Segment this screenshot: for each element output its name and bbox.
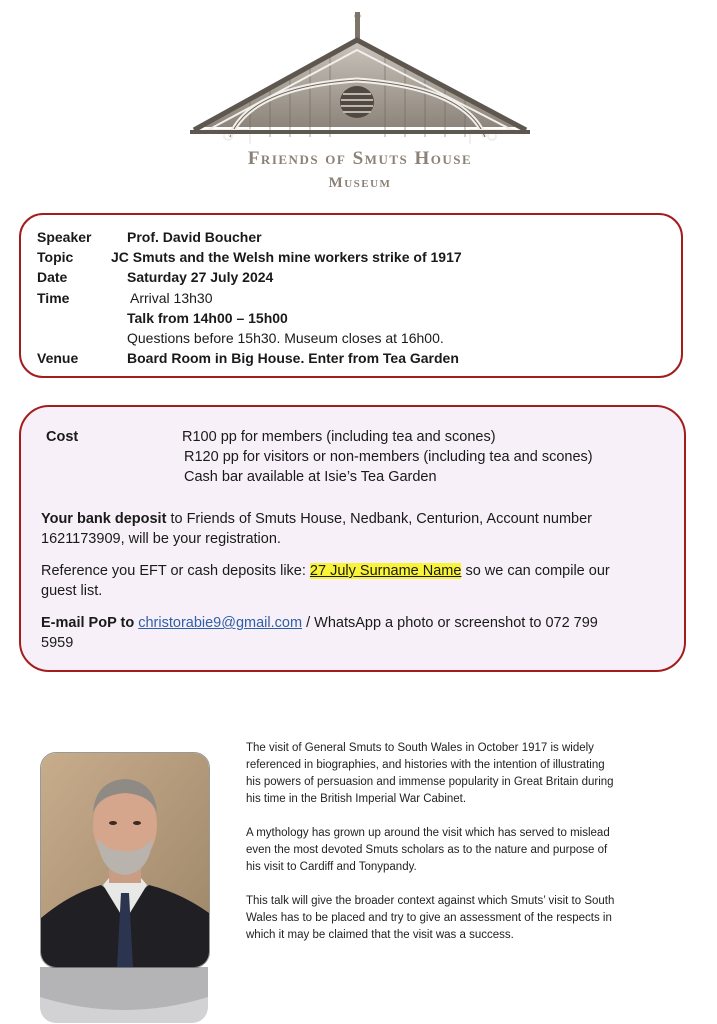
description-paragraph-3: This talk will give the broader context against which Smuts’ visit to South Wales has to be placed and try to give an assessment of the respects in which it may be claimed that the visit was a success. [246,895,615,941]
description-paragraph-2: A mythology has grown up around the visit which has served to mislead even the most devoted Smuts scholars as to the nature and purpose of his visit to Cardiff and Tonypandy. [246,827,610,873]
venue-label: Venue [37,350,79,366]
email-link[interactable]: christorabie9@gmail.com [138,615,303,631]
cost-visitors: R120 pp for visitors or non-members (including tea and scones) [184,449,593,465]
reference-text: Reference you EFT or cash deposits like: [41,563,310,579]
logo-subtitle: Museum [328,175,392,191]
deposit-text: to Friends of Smuts House, Nedbank, Centurion, Account number [166,511,592,527]
logo-title: Friends of Smuts House [247,148,473,169]
date-label: Date [37,269,68,285]
email-phone-end: 5959 [41,635,74,651]
reference-highlight: 27 July Surname Name [309,563,462,579]
reference-paragraph [41,561,671,601]
time-talk: Talk from 14h00 – 15h00 [127,310,288,326]
speaker-photo [40,752,210,968]
cost-label: Cost [46,429,79,445]
topic-value: JC Smuts and the Welsh mine workers strike of 1917 [111,249,462,265]
email-text: / WhatsApp a photo or screenshot to 072 799 [302,615,598,631]
talk-description [246,740,616,961]
description-paragraph-1: The visit of General Smuts to South Wales in October 1917 is widely referenced in biographies, and histories with the intention of illustrating his powers of persuasion and immense popularity in Great Britain during his time in the British Imperial War Cabinet. [246,742,614,805]
speaker-value: Prof. David Boucher [127,229,262,245]
deposit-bold: Your bank deposit [41,511,167,527]
venue-value: Board Room in Big House. Enter from Tea Garden [127,350,459,366]
date-value: Saturday 27 July 2024 [127,269,274,285]
speaker-photo-reflection [40,967,208,1023]
email-bold: E-mail PoP to [41,615,139,631]
time-questions: Questions before 15h30. Museum closes at 16h00. [127,330,444,346]
email-paragraph [41,613,671,653]
reference-text-end: guest list. [41,583,103,599]
topic-label: Topic [37,249,74,265]
cost-members: R100 pp for members (including tea and scones) [182,429,496,445]
deposit-account: 1621173909, will be your registration. [41,531,281,547]
deposit-paragraph [41,509,671,549]
speaker-label: Speaker [37,229,92,245]
house-gable-logo-icon [190,12,530,147]
event-details-box [19,213,683,378]
time-label: Time [37,290,70,306]
cost-cash-bar: Cash bar available at Isie’s Tea Garden [184,469,437,485]
speaker-portrait-icon [41,753,209,967]
time-arrival: Arrival 13h30 [130,290,213,306]
logo [190,12,530,192]
reference-text-cont: so we can compile our [461,563,610,579]
cost-registration-box [19,405,686,672]
